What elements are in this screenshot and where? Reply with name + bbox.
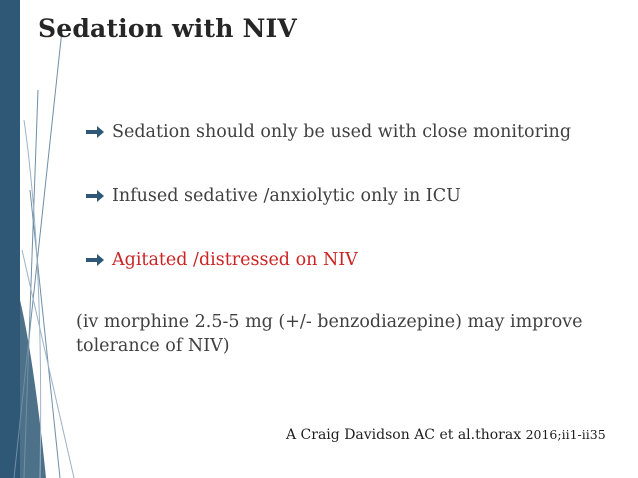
left-bar [0,0,20,478]
bullet-text: Sedation should only be used with close monitoring [112,122,572,142]
bullet-item [86,118,626,146]
bullet-text: Infused sedative /anxiolytic only in ICU [112,186,461,206]
citation-reference: 2016;ii1-ii35 [525,427,606,442]
bullet-item [86,182,626,210]
arrow-right-icon [86,190,104,202]
bullet-list [86,118,626,274]
citation-authors: A Craig Davidson AC et al.thorax [286,427,526,443]
bullet-text: Agitated /distressed on NIV [112,250,358,270]
arrow-right-icon [86,254,104,266]
arrow-right-icon [86,126,104,138]
bullet-item-highlighted [86,246,626,274]
citation [286,427,606,443]
slide-title: Sedation with NIV [38,14,298,43]
dosage-note: (iv morphine 2.5-5 mg (+/- benzodiazepine) may improve tolerance of NIV) [76,312,583,356]
